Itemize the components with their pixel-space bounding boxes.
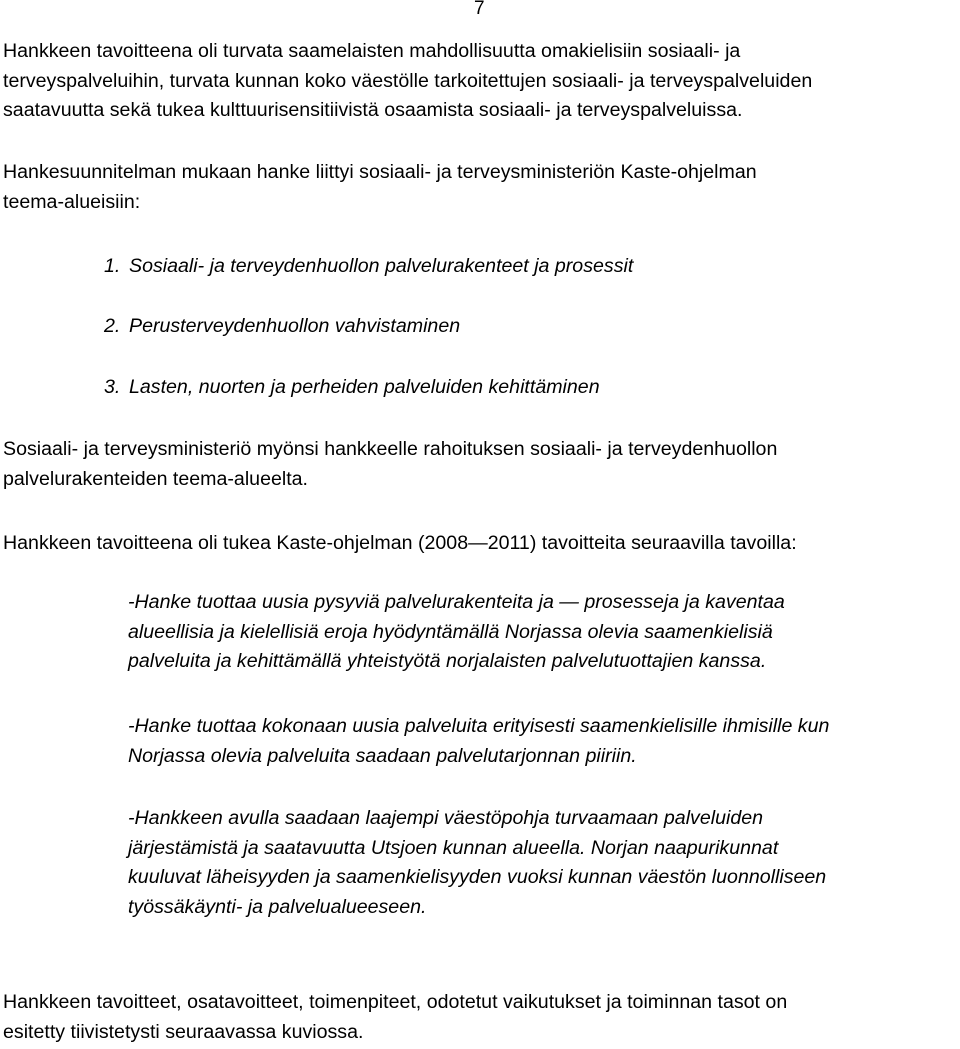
- text-line: alueellisia ja kielellisiä eroja hyödyntämällä Norjassa olevia saamenkielisiä: [128, 620, 773, 643]
- theme-list-item: [104, 373, 600, 403]
- page-number: 7: [474, 0, 485, 19]
- plan-paragraph: [3, 158, 958, 217]
- text-line: saatavuutta sekä tukea kulttuurisensitiivistä osaamista sosiaali- ja terveyspalveluissa.: [3, 99, 743, 121]
- goal-item: [128, 588, 958, 677]
- kaste-paragraph: [3, 529, 958, 559]
- list-number: 2.: [104, 315, 121, 337]
- text-line: -Hanke tuottaa uusia pysyviä palvelurakenteita ja — prosesseja ja kaventaa: [128, 591, 785, 613]
- list-text: Lasten, nuorten ja perheiden palveluiden kehittäminen: [129, 376, 600, 398]
- text-line: järjestämistä ja saatavuutta Utsjoen kunnan alueella. Norjan naapurikunnat: [128, 836, 779, 859]
- theme-list-item: [104, 252, 633, 282]
- text-line: terveyspalveluihin, turvata kunnan koko väestölle tarkoitettujen sosiaali- ja terveyspalveluiden: [3, 69, 813, 92]
- text-line: -Hankkeen avulla saadaan laajempi väestöpohja turvaamaan palveluiden: [128, 807, 764, 829]
- text-line: Hankkeen tavoitteena oli tukea Kaste-ohjelman (2008—2011) tavoitteita seuraavilla tavoilla:: [3, 532, 797, 554]
- goal-item: [128, 804, 958, 922]
- text-line: Sosiaali- ja terveysministeriö myönsi hankkeelle rahoituksen sosiaali- ja terveydenhuollon: [3, 438, 778, 460]
- list-text: Perusterveydenhuollon vahvistaminen: [129, 315, 461, 337]
- list-number: 1.: [104, 255, 121, 277]
- text-line: työssäkäynti- ja palvelualueeseen.: [128, 895, 427, 918]
- goal-item: [128, 712, 958, 771]
- text-line: palvelurakenteiden teema-alueelta.: [3, 467, 308, 490]
- text-line: esitetty tiivistetysti seuraavassa kuviossa.: [3, 1020, 364, 1043]
- text-line: palveluita ja kehittämällä yhteistyötä norjalaisten palvelutuottajien kanssa.: [128, 650, 767, 672]
- text-line: Hankkeen tavoitteet, osatavoitteet, toimenpiteet, odotetut vaikutukset ja toiminnan tasot on: [3, 991, 788, 1013]
- intro-paragraph: [3, 37, 958, 126]
- list-number: 3.: [104, 376, 121, 398]
- closing-paragraph: [3, 988, 958, 1047]
- text-line: kuuluvat läheisyyden ja saamenkielisyyden vuoksi kunnan väestön luonnolliseen: [128, 866, 827, 888]
- text-line: teema-alueisiin:: [3, 190, 141, 213]
- text-line: -Hanke tuottaa kokonaan uusia palveluita erityisesti saamenkielisille ihmisille kun: [128, 715, 830, 737]
- funding-paragraph: [3, 435, 958, 494]
- text-line: Norjassa olevia palveluita saadaan palvelutarjonnan piiriin.: [128, 744, 637, 767]
- text-line: Hankesuunnitelman mukaan hanke liittyi sosiaali- ja terveysministeriön Kaste-ohjelman: [3, 161, 757, 183]
- theme-list-item: [104, 312, 460, 342]
- text-line: Hankkeen tavoitteena oli turvata saamelaisten mahdollisuutta omakielisiin sosiaali- ja: [3, 40, 741, 62]
- list-text: Sosiaali- ja terveydenhuollon palvelurakenteet ja prosessit: [129, 255, 634, 277]
